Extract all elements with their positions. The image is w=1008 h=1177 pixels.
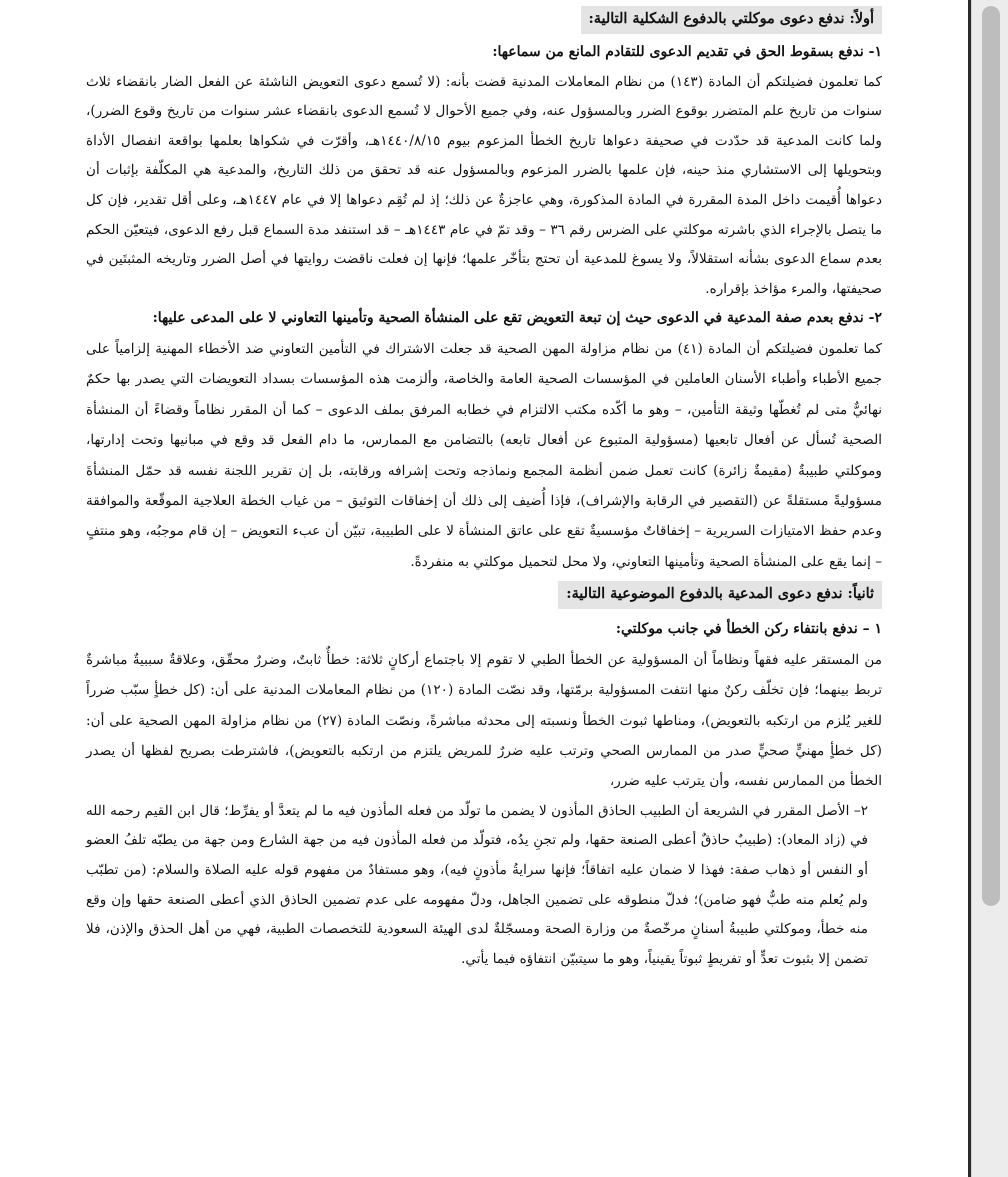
document-body: [86, 6, 882, 974]
defense-paragraph-lack-of-standing: كما تعلمون فضيلتكم أن المادة (٤١) من نظام مزاولة المهن الصحية قد جعلت الاشتراك في التأمين التعاوني ضد الأخطاء المهنية إلزامياً على جميع الأطباء وأطباء الأسنان العاملين في المؤسسات الصحية العامة والخاصة، وألزمت هذه المؤسسات بسداد التعويضات التي يصدر بها حكمٌ نهائيٌّ متى لم تُغطّها وثيقة التأمين، – وهو ما أكّده مكتب الالتزام في خطابه المرفق بملف الدعوى – كما أن المقرر نظاماً وقضاءً أن المنشأة الصحية تُسأل عن أفعال تابعيها (مسؤولية المتبوع عن أفعال تابعه) بالتضامن مع الممارس، ما دام الفعل قد وقع في مبانيها وتحت إدارتها، وموكلتي طبيبةٌ (مقيمةٌ زائرة) كانت تعمل ضمن أنظمة المجمع ونماذجه وتحت إشرافه ورقابته، بل إن تقرير اللجنة نفسه قد حمّل المنشأةَ مسؤوليةً مستقلةً عن (التقصير في الرقابة والإشراف)، فإذا أُضيف إلى ذلك أن إخفاقات التوثيق – من غياب الخطة العلاجية الموقّعة والموافقة وعدم حفظ الامتيازات السريرية – إخفاقاتٌ مؤسسيةٌ تقع على عاتق المنشأة لا على الطبيبة، تبيّن أن عبء التعويض – إن قام موجبُه، وهو منتفٍ – إنما يقع على المنشأة الصحية وتأمينها التعاوني، ولا محل لتحميل موكلتي به منفردةً.: [86, 340, 882, 570]
vertical-scrollbar[interactable]: [971, 0, 1008, 1177]
defense-title-lack-of-standing: ٢- ندفع بعدم صفة المدعية في الدعوى حيث إن تبعة التعويض تقع على المنشأة الصحية وتأمينها التعاوني لا على المدعى عليها:: [152, 310, 882, 327]
defense-title-no-fault: ١ – ندفع بانتفاء ركن الخطأ في جانب موكلتي:: [615, 621, 882, 638]
defense-paragraph-no-fault: من المستقر عليه فقهاً ونظاماً أن المسؤولية عن الخطأ الطبي لا تقوم إلا باجتماع أركانٍ ثلاثة: خطأٌ ثابتٌ، وضررٌ محقّق، وعلاقةٌ سببيةٌ مباشرةٌ تربط بينهما؛ فإن تخلّف ركنٌ منها انتفت المسؤولية برمّتها، وقد نصّت المادة (١٢٠) من نظام المعاملات المدنية على أن: (كل خطأٍ سبّب ضرراً للغير يُلزم من ارتكبه بالتعويض)، ومناطها ثبوت الخطأ ونسبته إلى محدثه مباشرةً، ونصّت المادة (٢٧) من نظام مزاولة المهن الصحية على أن: (كل خطأٍ مهنيٍّ صحيٍّ صدر من الممارس الصحي وترتب عليه ضررٌ للمريض يلتزم من ارتكبه بالتعويض)، فاشترطت بصريح لفظها أن يصدر الخطأ من الممارس نفسه، وأن يترتب عليه ضرر،: [86, 651, 882, 790]
scrollbar-thumb[interactable]: [982, 6, 1000, 906]
defense-paragraph-statute-of-limitations: كما تعلمون فضيلتكم أن المادة (١٤٣) من نظام المعاملات المدنية قضت بأنه: (لا تُسمع دعوى التعويض الناشئة عن الفعل الضار بانقضاء ثلاث سنوات من تاريخ علم المتضرر بوقوع الضرر وبالمسؤول عنه، وفي جميع الأحوال لا تُسمع الدعوى بانقضاء عشر سنوات من تاريخ وقوع الضرر)، ولما كانت المدعية قد حدّدت في صحيفة دعواها تاريخ الخطأ المزعوم بيوم ١٤٤٠/٨/١٥هـ، وأقرّت في شكواها بعلمها بواقعة انفصال الأداة وبتحويلها إلى الاستشاري منذ حينه، فإن علمها بالضرر المزعوم وبالمسؤول عنه قد تحقق من ذلك التاريخ، والمدعية هي المكلّفة بإثبات أن دعواها أُقيمت داخل المدة المقررة في المادة المذكورة، وهي عاجزةٌ عن ذلك؛ إذ لم تُقِم دعواها إلا في عام ١٤٤٧هـ، وعلى أقل تقدير، فإن كل ما يتصل بالإجراء الذي باشرته موكلتي على الضرس رقم ٣٦ – وقد تمّ في عام ١٤٤٣هـ – قد استنفد مدة السماع قبل رفع الدعوى، فيتعيّن الحكم بعدم سماع الدعوى بشأنه استقلالاً، ولا يسوغ للمدعية أن تحتج بتأخّر علمها؛ فإنها إن فعلت ناقضت روايتها في أصل الضرر وتاريخه المثبتَين في صحيفتها، والمرء مؤاخذ بإقراره.: [86, 73, 883, 297]
section-heading-substantive-defenses: ثانياً: ندفع دعوى المدعية بالدفوع الموضوعية التالية:: [558, 581, 882, 609]
section-heading-formal-defenses: أولاً: ندفع دعوى موكلتي بالدفوع الشكلية التالية:: [581, 6, 883, 34]
defense-title-statute-of-limitations: ١- ندفع بسقوط الحق في تقديم الدعوى للتقادم المانع من سماعها:: [492, 44, 882, 60]
defense-paragraph-skilled-physician: ٢– الأصل المقرر في الشريعة أن الطبيب الحاذق المأذون لا يضمن ما تولّد من فعله المأذون فيه ما لم يتعدَّ أو يفرِّط؛ قال ابن القيم رحمه الله في (زاد المعاد): (طبيبٌ حاذقٌ أعطى الصنعة حقها، ولم تجنِ يدُه، فتولّد من فعله المأذون فيه من جهة الشارع ومن جهة من يطبّه تلفُ العضو أو النفس أو ذهاب صفة: فهذا لا ضمان عليه اتفاقاً؛ فإنها سرايةُ مأذونٍ فيه)، وهو مستفادٌ من مفهوم قوله عليه الصلاة والسلام: (من تطبّب ولم يُعلم منه طبٌّ فهو ضامن)؛ فدلّ منطوقه على تضمين الجاهل، ودلّ مفهومه على عدم تضمين الحاذق الذي أعطى الصنعة حقها وإن وقع منه خطأ، وموكلتي طبيبةُ أسنانٍ مرخّصةٌ من وزارة الصحة ومسجّلةٌ لدى الهيئة السعودية للتخصصات الطبية، فهي من أهل الحذق والإذن، فلا تضمن إلا بثبوت تعدٍّ أو تفريطٍ ثبوتاً يقينياً، وهو ما سيتبيّن انتفاؤه فيما يأتي.: [86, 802, 868, 967]
